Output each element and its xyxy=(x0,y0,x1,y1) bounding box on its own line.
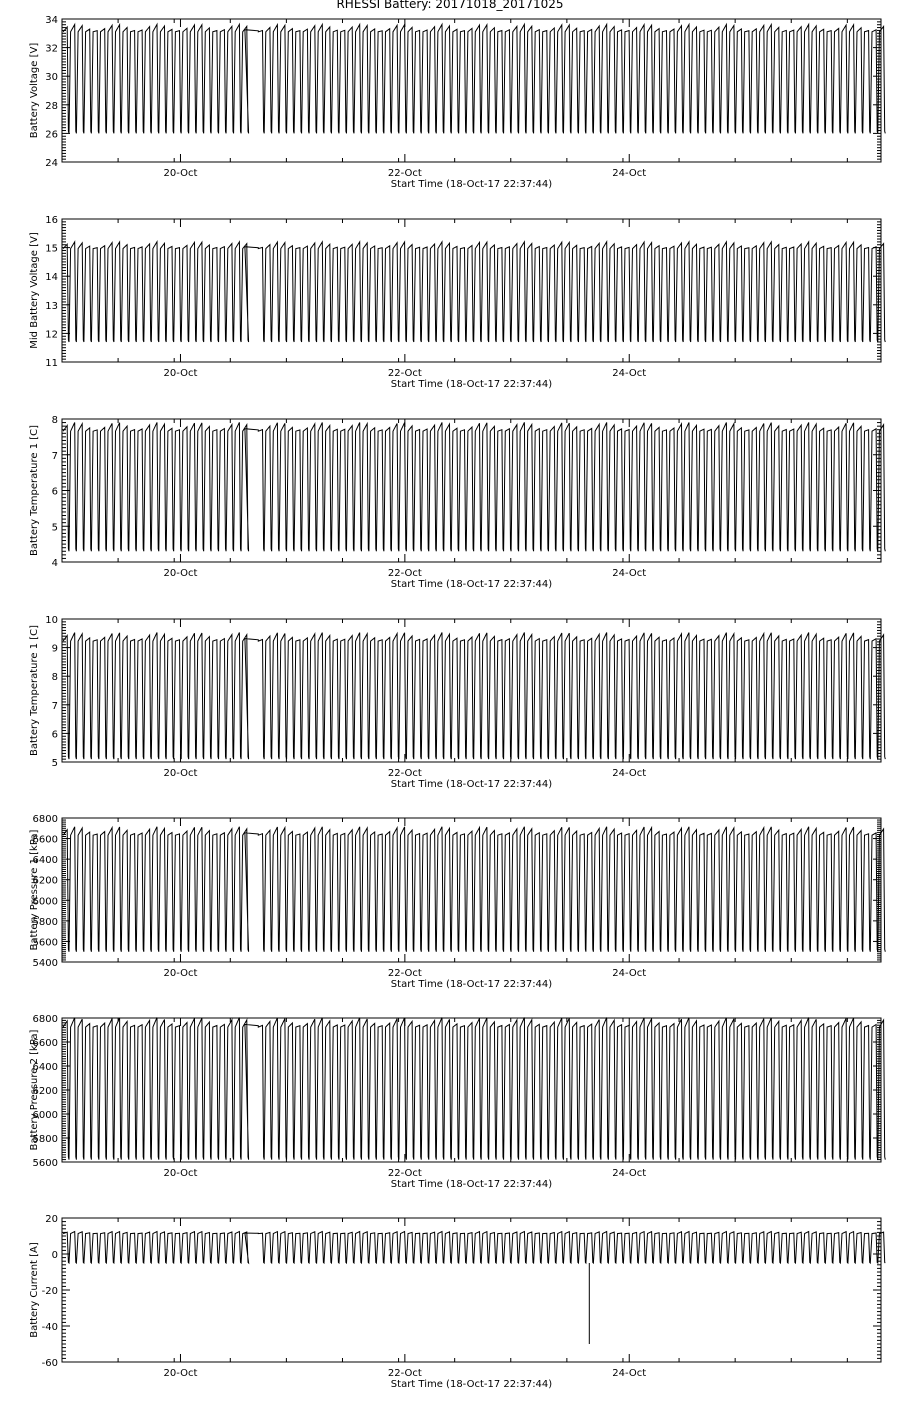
x-tick-label: 22-Oct xyxy=(387,768,422,779)
y-tick-label: -20 xyxy=(41,1286,58,1297)
x-axis-label: Start Time (18-Oct-17 22:37:44) xyxy=(390,779,553,790)
y-tick-label: 32 xyxy=(45,43,58,55)
x-tick-label: 24-Oct xyxy=(612,568,647,579)
x-axis-label: Start Time (18-Oct-17 22:37:44) xyxy=(390,579,553,590)
y-tick-label: 15 xyxy=(45,243,58,255)
y-tick-label: 16 xyxy=(45,215,58,226)
chart-panel-3 xyxy=(29,415,885,590)
y-tick-label: 6200 xyxy=(32,1086,58,1097)
y-tick-label: 13 xyxy=(45,300,58,312)
y-tick-label: -40 xyxy=(41,1322,58,1333)
y-tick-label: 10 xyxy=(45,615,58,626)
x-axis-label: Start Time (18-Oct-17 22:37:44) xyxy=(390,1379,553,1390)
series-line xyxy=(63,422,885,551)
y-tick-label: 5800 xyxy=(32,1134,58,1145)
y-tick-label: 6000 xyxy=(32,1110,58,1121)
y-axis-label: Battery Current [A] xyxy=(29,1242,40,1338)
y-tick-label: 28 xyxy=(45,100,58,112)
x-tick-label: 20-Oct xyxy=(163,768,198,779)
chart-panel-2 xyxy=(29,215,885,390)
y-tick-label: 7 xyxy=(51,700,58,712)
y-tick-label: 6400 xyxy=(32,855,58,867)
y-tick-label: 5 xyxy=(51,758,58,769)
chart-panel-5 xyxy=(29,814,885,990)
x-tick-label: 22-Oct xyxy=(387,968,422,979)
y-tick-label: -60 xyxy=(41,1358,58,1369)
y-tick-label: 6000 xyxy=(32,896,58,908)
y-tick-label: 6800 xyxy=(32,1014,58,1025)
chart-panel-6 xyxy=(29,1014,885,1190)
y-tick-label: 26 xyxy=(45,129,58,141)
y-tick-label: 6400 xyxy=(32,1062,58,1073)
x-tick-label: 22-Oct xyxy=(387,568,422,579)
x-tick-label: 20-Oct xyxy=(163,968,198,979)
y-axis-label: Mid Battery Voltage [V] xyxy=(29,232,40,349)
chart-panel-1 xyxy=(29,15,885,190)
chart-panel-7 xyxy=(29,1214,885,1390)
y-tick-label: 5800 xyxy=(32,916,58,928)
y-tick-label: 6 xyxy=(51,486,58,498)
y-tick-label: 0 xyxy=(51,1250,58,1261)
plot-frame xyxy=(62,1218,881,1362)
x-axis-label: Start Time (18-Oct-17 22:37:44) xyxy=(390,1179,553,1190)
y-tick-label: 4 xyxy=(51,558,58,569)
x-axis-label: Start Time (18-Oct-17 22:37:44) xyxy=(390,979,553,990)
chart-panel-4 xyxy=(29,615,885,790)
figure-title: RHESSI Battery: 20171018_20171025 xyxy=(336,0,564,11)
y-tick-label: 30 xyxy=(45,72,58,84)
x-tick-label: 20-Oct xyxy=(163,568,198,579)
series-line xyxy=(63,242,885,342)
x-tick-label: 20-Oct xyxy=(163,1368,198,1379)
y-tick-label: 6600 xyxy=(32,834,58,846)
x-tick-label: 24-Oct xyxy=(612,968,647,979)
y-tick-label: 11 xyxy=(45,358,58,369)
series-line xyxy=(63,24,885,133)
y-tick-label: 5600 xyxy=(32,937,58,949)
y-tick-label: 6200 xyxy=(32,875,58,887)
x-tick-label: 20-Oct xyxy=(163,368,198,379)
y-tick-label: 34 xyxy=(45,15,58,26)
x-tick-label: 22-Oct xyxy=(387,368,422,379)
y-tick-label: 20 xyxy=(45,1214,58,1225)
y-tick-label: 5600 xyxy=(32,1158,58,1169)
y-tick-label: 6600 xyxy=(32,1038,58,1049)
x-tick-label: 24-Oct xyxy=(612,768,647,779)
y-axis-label: Battery Voltage [V] xyxy=(29,42,40,139)
x-tick-label: 24-Oct xyxy=(612,1168,647,1179)
series-line xyxy=(63,1232,885,1264)
x-tick-label: 22-Oct xyxy=(387,168,422,179)
y-axis-label: Battery Temperature 1 [C] xyxy=(29,424,40,557)
x-tick-label: 24-Oct xyxy=(612,1368,647,1379)
x-tick-label: 22-Oct xyxy=(387,1368,422,1379)
x-axis-label: Start Time (18-Oct-17 22:37:44) xyxy=(390,379,553,390)
x-axis-label: Start Time (18-Oct-17 22:37:44) xyxy=(390,179,553,190)
x-tick-label: 22-Oct xyxy=(387,1168,422,1179)
y-tick-label: 6800 xyxy=(32,814,58,825)
series-line xyxy=(63,827,885,952)
x-tick-label: 20-Oct xyxy=(163,168,198,179)
y-tick-label: 8 xyxy=(51,672,58,684)
y-tick-label: 24 xyxy=(45,158,58,169)
plot-frame xyxy=(62,19,881,162)
y-tick-label: 12 xyxy=(45,329,58,341)
series-line xyxy=(63,1018,885,1160)
x-tick-label: 24-Oct xyxy=(612,368,647,379)
y-tick-label: 6 xyxy=(51,729,58,741)
y-axis-label: Battery Pressure 1 [kPa] xyxy=(29,829,40,951)
y-tick-label: 14 xyxy=(45,272,58,284)
y-axis-label: Battery Temperature 1 [C] xyxy=(29,624,40,757)
y-tick-label: 7 xyxy=(51,450,58,462)
y-tick-label: 9 xyxy=(51,643,58,655)
y-tick-label: 8 xyxy=(51,415,58,426)
y-axis-label: Battery Pressure 2 [kPa] xyxy=(29,1029,40,1151)
series-line xyxy=(63,633,885,760)
y-tick-label: 5 xyxy=(51,522,58,534)
y-tick-label: 5400 xyxy=(32,958,58,969)
x-tick-label: 24-Oct xyxy=(612,168,647,179)
x-tick-label: 20-Oct xyxy=(163,1168,198,1179)
